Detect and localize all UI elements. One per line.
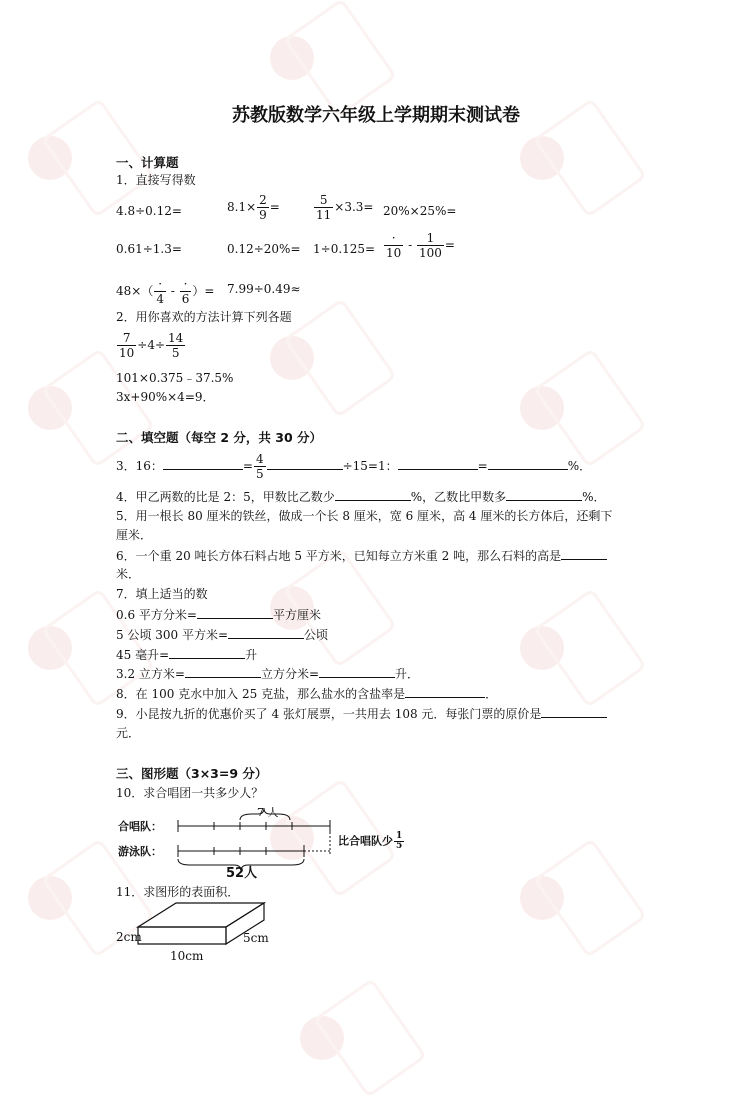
question-6-cont: 米． xyxy=(116,567,141,581)
calc-item: 0.61÷1.3= xyxy=(116,242,182,256)
calc-item: 8.1× $\frac{2}{9}$ = xyxy=(227,193,280,222)
question-7d: 3.2 立方米= 立方分米= 升． xyxy=(116,667,420,681)
question-1: 1．直接写得数 xyxy=(116,173,196,187)
question-3: 3．16： = $\frac{4}{5}$ ÷15=1： = %． xyxy=(116,452,592,481)
calc-item: $\frac{5}{11}$ ×3.3= xyxy=(316,193,374,222)
calc-item: 20%×25%= xyxy=(383,204,457,218)
calc-item: 48×（ $\frac{\cdot}{4}$ - $\frac{\cdot}{6}$ ）= xyxy=(116,277,215,306)
question-9-cont: 元． xyxy=(116,726,141,740)
cuboid-front-face xyxy=(138,927,226,944)
diagram-side-label: 比合唱队少 $\frac{1}{5}$ xyxy=(338,831,403,851)
diagram-bottom-label: 52人 xyxy=(226,866,258,881)
diagram-row-label: 合唱队： xyxy=(118,820,162,833)
diagram-row-label: 游泳队： xyxy=(118,845,162,858)
section-heading-figure: 三、图形题（3×3=9 分） xyxy=(116,766,268,781)
page-title: 苏教版数学六年级上学期期末测试卷 xyxy=(232,105,520,126)
diagram-top-label: 7 人 xyxy=(257,806,279,819)
question-2: 2．用你喜欢的方法计算下列各题 xyxy=(116,310,292,324)
question-7b: 5 公顷 300 平方米= 公顷 xyxy=(116,628,329,642)
question-11: 11．求图形的表面积． xyxy=(116,885,240,899)
calc-problem: $\frac{7}{10}$ ÷4÷ $\frac{14}{5}$ xyxy=(119,331,184,360)
cuboid-width-label: 5cm xyxy=(243,931,269,945)
cuboid-length-label: 10cm xyxy=(170,949,204,963)
calc-problem: 3x+90%×4=9． xyxy=(116,390,215,404)
question-8: 8．在 100 克水中加入 25 克盐，那么盐水的含盐率是 ． xyxy=(116,687,498,701)
question-9: 9．小昆按九折的优惠价买了 4 张灯展票，一共用去 108 元．每张门票的原价是 xyxy=(116,705,607,722)
question-7: 7．填上适当的数 xyxy=(116,587,208,601)
question-7c: 45 毫升= 升 xyxy=(116,648,258,662)
question-10: 10．求合唱团一共多少人？ xyxy=(116,786,264,800)
section-heading-calc: 一、计算题 xyxy=(116,155,179,170)
calc-item: 7.99÷0.49≈ xyxy=(227,282,301,296)
question-7a: 0.6 平方分米= 平方厘米 xyxy=(116,608,321,622)
cuboid-height-label: 2cm xyxy=(116,930,142,944)
section-heading-fill: 二、填空题（每空 2 分，共 30 分） xyxy=(116,430,323,445)
calc-item: $\frac{\cdot}{10}$ - $\frac{1}{100}$ = xyxy=(386,231,455,260)
question-5-cont: 厘米． xyxy=(116,528,153,542)
calc-item: 4.8÷0.12= xyxy=(116,204,182,218)
calc-item: 1÷0.125= xyxy=(313,242,376,256)
calc-item: 0.12÷20%= xyxy=(227,242,301,256)
question-4: 4．甲乙两数的比是 2：5，甲数比乙数少 %，乙数比甲数多 %． xyxy=(116,490,606,504)
question-5: 5．用一根长 80 厘米的铁丝，做成一个长 8 厘米，宽 6 厘米，高 4 厘米的长方体后，还剩下 xyxy=(116,509,613,523)
calc-problem: 101×0.375﹣37.5% xyxy=(116,371,234,385)
question-6: 6．一个重 20 吨长方体石料占地 5 平方米，已知每立方米重 2 吨，那么石料的高是 xyxy=(116,547,607,564)
